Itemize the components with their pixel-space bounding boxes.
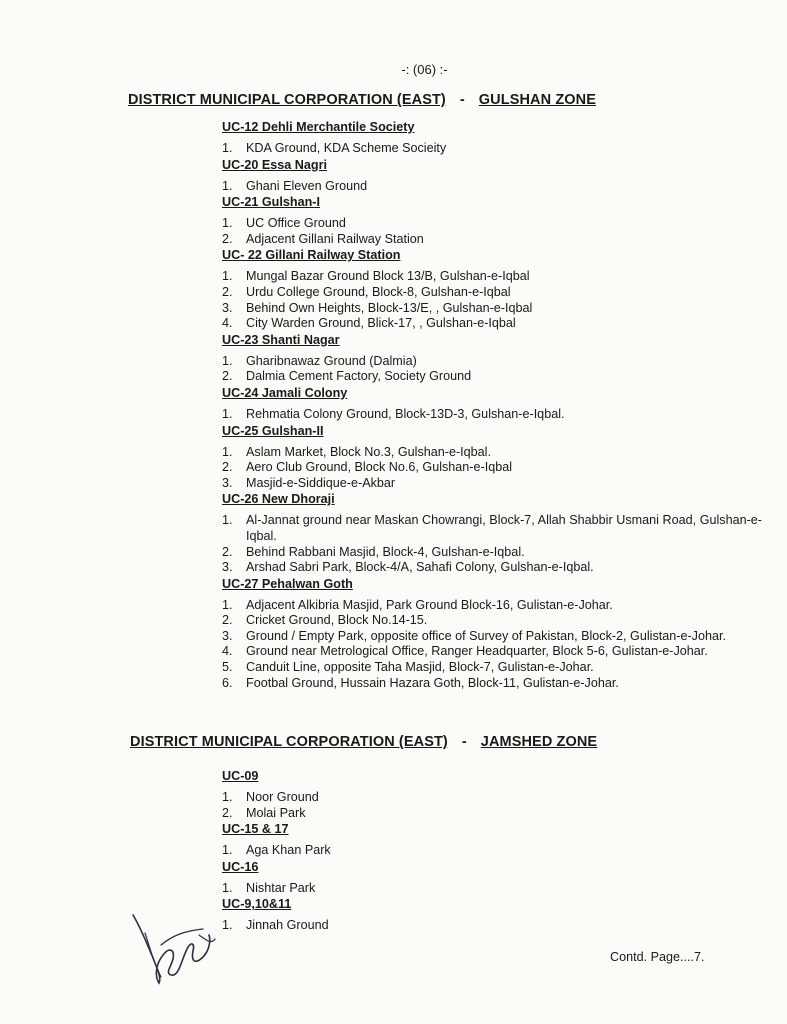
uc-title: UC-24 Jamali Colony — [222, 385, 348, 400]
uc-title: UC-09 — [222, 769, 259, 783]
uc-title: UC- 22 Gillani Railway Station — [222, 248, 401, 263]
list-item: 1. Noor Ground — [222, 790, 319, 804]
list-item: 1. Al-Jannat ground near Maskan Chowrangi, Block-7, Allah Shabbir Usmani Road, Gulshan-e-Iqbal. — [222, 513, 762, 543]
handwritten-signature-icon — [125, 905, 235, 990]
list-item: 2. Molai Park — [222, 805, 306, 820]
list-item: 5. Canduit Line, opposite Taha Masjid, Block-7, Gulistan-e-Johar. — [222, 660, 594, 675]
list-item: 3. Arshad Sabri Park, Block-4/A, Sahafi Colony, Gulshan-e-Iqbal. — [222, 560, 594, 575]
list-item: 3. Ground / Empty Park, opposite office of Survey of Pakistan, Block-2, Gulistan-e-Johar. — [222, 628, 726, 643]
list-item: 1. KDA Ground, KDA Scheme Socieity — [222, 141, 447, 155]
continued-note: Contd. Page....7. — [610, 950, 705, 964]
list-item: 1. UC Office Ground — [222, 216, 346, 231]
list-item: 1. Gharibnawaz Ground (Dalmia) — [222, 353, 417, 368]
list-item: 4. City Warden Ground, Blick-17, , Gulshan-e-Iqbal — [222, 316, 516, 331]
uc-title: UC-20 Essa Nagri — [222, 157, 327, 172]
zone-header — [130, 734, 597, 750]
list-item: 2. Cricket Ground, Block No.14-15. — [222, 613, 428, 628]
uc-block — [222, 821, 762, 859]
uc-title: UC-9,10&11 — [222, 897, 292, 912]
uc-block — [222, 194, 762, 247]
list-item: 2. Behind Rabbani Masjid, Block-4, Gulshan-e-Iqbal. — [222, 544, 525, 559]
list-item: 4. Ground near Metrological Office, Ranger Headquarter, Block 5-6, Gulistan-e-Johar. — [222, 644, 708, 659]
header-separator: - — [461, 734, 467, 750]
uc-list — [222, 768, 762, 934]
uc-block — [222, 119, 762, 157]
list-item: 2. Urdu College Ground, Block-8, Gulshan-e-Iqbal — [222, 284, 511, 299]
zone-title: JAMSHED ZONE — [480, 734, 598, 750]
list-item: 1. Jinnah Ground — [222, 918, 329, 933]
uc-list — [222, 119, 762, 691]
list-item: 2. Aero Club Ground, Block No.6, Gulshan-e-Iqbal — [222, 460, 513, 475]
district-title: DISTRICT MUNICIPAL CORPORATION (EAST) — [130, 734, 448, 750]
uc-title: UC-12 Dehli Merchantile Society — [222, 120, 415, 134]
list-item: 3. Masjid-e-Siddique-e-Akbar — [222, 475, 396, 490]
uc-block — [222, 157, 762, 195]
uc-block — [222, 768, 762, 821]
uc-block — [222, 576, 762, 692]
uc-block — [222, 896, 762, 934]
zone-header — [128, 92, 596, 108]
list-item: 3. Behind Own Heights, Block-13/E, , Gulshan-e-Iqbal — [222, 300, 533, 315]
list-item: 1. Nishtar Park — [222, 880, 316, 895]
uc-block — [222, 332, 762, 385]
uc-block — [222, 859, 762, 897]
header-separator: - — [459, 92, 465, 108]
list-item: 1. Adjacent Alkibria Masjid, Park Ground Block-16, Gulistan-e-Johar. — [222, 597, 613, 612]
list-item: 1. Ghani Eleven Ground — [222, 178, 368, 193]
list-item: 1. Rehmatia Colony Ground, Block-13D-3, Gulshan-e-Iqbal. — [222, 406, 565, 421]
uc-title: UC-25 Gulshan-II — [222, 423, 324, 438]
list-item: 2. Dalmia Cement Factory, Society Ground — [222, 369, 472, 384]
list-item: 1. Mungal Bazar Ground Block 13/B, Gulshan-e-Iqbal — [222, 269, 530, 284]
uc-title: UC-23 Shanti Nagar — [222, 332, 340, 347]
uc-title: UC-21 Gulshan-I — [222, 195, 320, 210]
uc-block — [222, 423, 762, 492]
uc-block — [222, 491, 762, 575]
zone-title: GULSHAN ZONE — [478, 92, 596, 108]
uc-title: UC-15 & 17 — [222, 822, 289, 837]
uc-block — [222, 385, 762, 423]
uc-title: UC-16 — [222, 859, 259, 874]
list-item: 2. Adjacent Gillani Railway Station — [222, 231, 424, 246]
uc-title: UC-26 New Dhoraji — [222, 492, 335, 507]
list-item: 1. Aslam Market, Block No.3, Gulshan-e-Iqbal. — [222, 444, 491, 459]
list-item: 6. Footbal Ground, Hussain Hazara Goth, Block-11, Gulistan-e-Johar. — [222, 675, 619, 690]
uc-block — [222, 247, 762, 331]
list-item: 1. Aga Khan Park — [222, 843, 331, 858]
uc-title: UC-27 Pehalwan Goth — [222, 576, 353, 591]
page-number: -: (06) :- — [401, 62, 448, 77]
district-title: DISTRICT MUNICIPAL CORPORATION (EAST) — [128, 92, 446, 108]
